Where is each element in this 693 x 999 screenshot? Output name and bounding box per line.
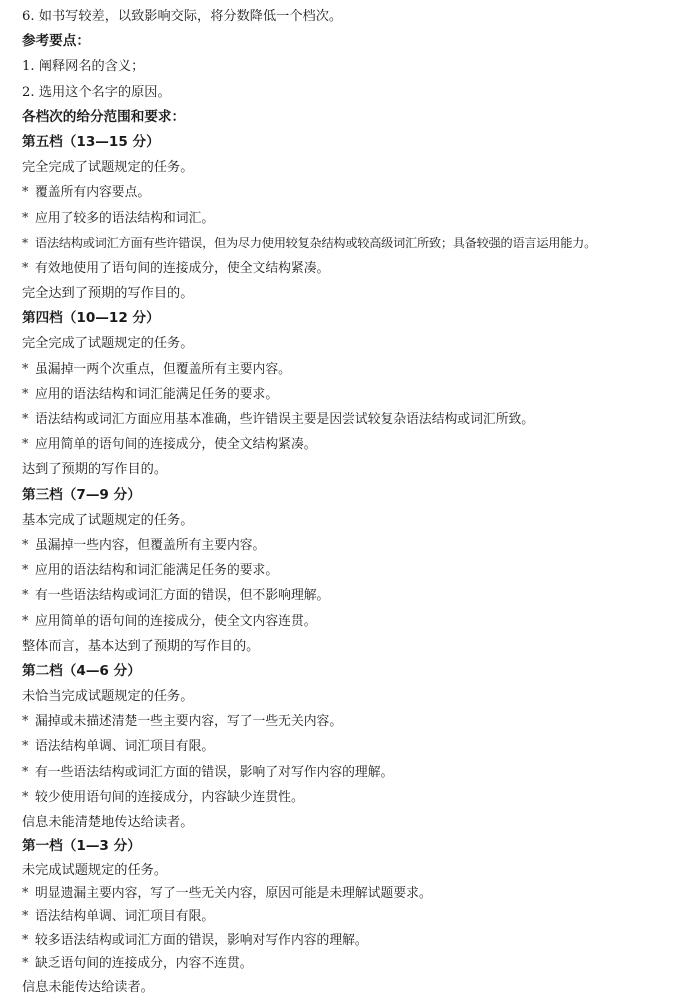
grade-2-item bbox=[22, 734, 690, 759]
reference-points-heading: 参考要点： bbox=[22, 33, 90, 50]
grade-4-item bbox=[22, 357, 690, 382]
grade-2-item-text: 较少使用语句间的连接成分，内容缺少连贯性。 bbox=[35, 789, 304, 805]
bullet-icon: * bbox=[22, 563, 29, 579]
reference-point-2: 2. 选用这个名字的原因。 bbox=[22, 84, 171, 100]
bullet-icon: * bbox=[22, 185, 29, 201]
grade-4-item bbox=[22, 407, 690, 432]
bullet-icon: * bbox=[22, 386, 29, 402]
grade-1-conclusion: 信息未能传达给读者。 bbox=[22, 979, 154, 995]
grade-2-title: 第二档（4—6 分） bbox=[22, 662, 141, 679]
grade-4-item bbox=[22, 382, 690, 407]
grade-2-item-text: 有一些语法结构或词汇方面的错误，影响了对写作内容的理解。 bbox=[35, 764, 394, 780]
grade-1-item-text: 语法结构单调、词汇项目有限。 bbox=[35, 909, 215, 925]
grade-5-item-text: 语法结构或词汇方面有些许错误，但为尽力使用较复杂结构或较高级词汇所致；具备较强的语言运用能力。 bbox=[35, 235, 597, 250]
bullet-icon: * bbox=[22, 260, 29, 276]
grade-3-title: 第三档（7—9 分） bbox=[22, 486, 141, 503]
grade-3-conclusion: 整体而言，基本达到了预期的写作目的。 bbox=[22, 638, 260, 654]
grade-4-summary: 完全完成了试题规定的任务。 bbox=[22, 336, 194, 352]
grade-2-item bbox=[22, 709, 690, 734]
grade-2-item-text: 漏掉或未描述清楚一些主要内容，写了一些无关内容。 bbox=[35, 714, 343, 730]
grade-2-item-text: 语法结构单调、词汇项目有限。 bbox=[35, 739, 215, 755]
grade-1-item bbox=[22, 952, 690, 975]
bullet-icon: * bbox=[22, 789, 29, 805]
bullet-icon: * bbox=[22, 613, 29, 629]
bullet-icon: * bbox=[22, 588, 29, 604]
grade-3-summary: 基本完成了试题规定的任务。 bbox=[22, 512, 194, 528]
bullet-icon: * bbox=[22, 956, 29, 972]
grade-4-item-text: 应用的语法结构和词汇能满足任务的要求。 bbox=[35, 386, 279, 402]
grade-1-item bbox=[22, 905, 690, 928]
grade-3-item bbox=[22, 533, 690, 558]
bullet-icon: * bbox=[22, 764, 29, 780]
grade-1-item-text: 明显遗漏主要内容，写了一些无关内容，原因可能是未理解试题要求。 bbox=[35, 885, 432, 901]
bullet-icon: * bbox=[22, 739, 29, 755]
grade-5-item bbox=[22, 231, 690, 256]
grade-5-item-text: 有效地使用了语句间的连接成分，使全文结构紧凑。 bbox=[35, 260, 330, 276]
bullet-icon: * bbox=[22, 932, 29, 948]
bullet-icon: * bbox=[22, 361, 29, 377]
grade-5-item bbox=[22, 180, 690, 205]
grade-5-item bbox=[22, 256, 690, 281]
criteria-heading: 各档次的给分范围和要求： bbox=[22, 108, 186, 125]
bullet-icon: * bbox=[22, 210, 29, 226]
grade-3-item-text: 虽漏掉一些内容，但覆盖所有主要内容。 bbox=[35, 537, 266, 553]
grade-4-title: 第四档（10—12 分） bbox=[22, 310, 160, 327]
grade-4-item-text: 语法结构或词汇方面应用基本准确，些许错误主要是因尝试较复杂语法结构或词汇所致。 bbox=[35, 412, 535, 427]
grade-5-conclusion: 完全达到了预期的写作目的。 bbox=[22, 286, 194, 302]
bullet-icon: * bbox=[22, 437, 29, 453]
reference-point-1: 1. 阐释网名的含义； bbox=[22, 59, 145, 75]
grade-2-conclusion: 信息未能清楚地传达给读者。 bbox=[22, 815, 194, 830]
grade-4-item-text: 应用简单的语句间的连接成分，使全文结构紧凑。 bbox=[35, 437, 317, 453]
grade-1-item bbox=[22, 929, 690, 952]
grade-3-item bbox=[22, 583, 690, 608]
grade-3-item-text: 有一些语法结构或词汇方面的错误，但不影响理解。 bbox=[35, 588, 330, 604]
grade-3-item bbox=[22, 609, 690, 634]
grade-4-item-text: 虽漏掉一两个次重点，但覆盖所有主要内容。 bbox=[35, 361, 291, 377]
grade-5-summary: 完全完成了试题规定的任务。 bbox=[22, 160, 194, 176]
grade-2-summary: 未恰当完成试题规定的任务。 bbox=[22, 689, 194, 705]
grade-2-item bbox=[22, 760, 690, 785]
grade-1-title: 第一档（1—3 分） bbox=[22, 838, 141, 855]
grade-3-item-text: 应用简单的语句间的连接成分，使全文内容连贯。 bbox=[35, 613, 317, 629]
bullet-icon: * bbox=[22, 714, 29, 730]
bullet-icon: * bbox=[22, 909, 29, 925]
grade-5-item-text: 覆盖所有内容要点。 bbox=[35, 185, 151, 201]
scoring-criteria-document bbox=[22, 4, 690, 999]
grade-5-title: 第五档（13—15 分） bbox=[22, 133, 160, 150]
grade-5-item-text: 应用了较多的语法结构和词汇。 bbox=[35, 210, 215, 226]
grade-1-item bbox=[22, 882, 690, 905]
grade-1-item-text: 较多语法结构或词汇方面的错误，影响对写作内容的理解。 bbox=[35, 932, 368, 948]
bullet-icon: * bbox=[22, 885, 29, 901]
note-handwriting: 6. 如书写较差，以致影响交际，将分数降低一个档次。 bbox=[22, 9, 343, 24]
bullet-icon: * bbox=[22, 235, 28, 250]
grade-3-item bbox=[22, 558, 690, 583]
grade-2-item bbox=[22, 785, 690, 810]
grade-5-item bbox=[22, 206, 690, 231]
bullet-icon: * bbox=[22, 537, 29, 553]
grade-4-conclusion: 达到了预期的写作目的。 bbox=[22, 462, 168, 478]
grade-4-item bbox=[22, 432, 690, 457]
grade-1-item-text: 缺乏语句间的连接成分，内容不连贯。 bbox=[35, 956, 253, 972]
bullet-icon: * bbox=[22, 412, 29, 427]
grade-1-summary: 未完成试题规定的任务。 bbox=[22, 862, 168, 878]
grade-3-item-text: 应用的语法结构和词汇能满足任务的要求。 bbox=[35, 563, 279, 579]
